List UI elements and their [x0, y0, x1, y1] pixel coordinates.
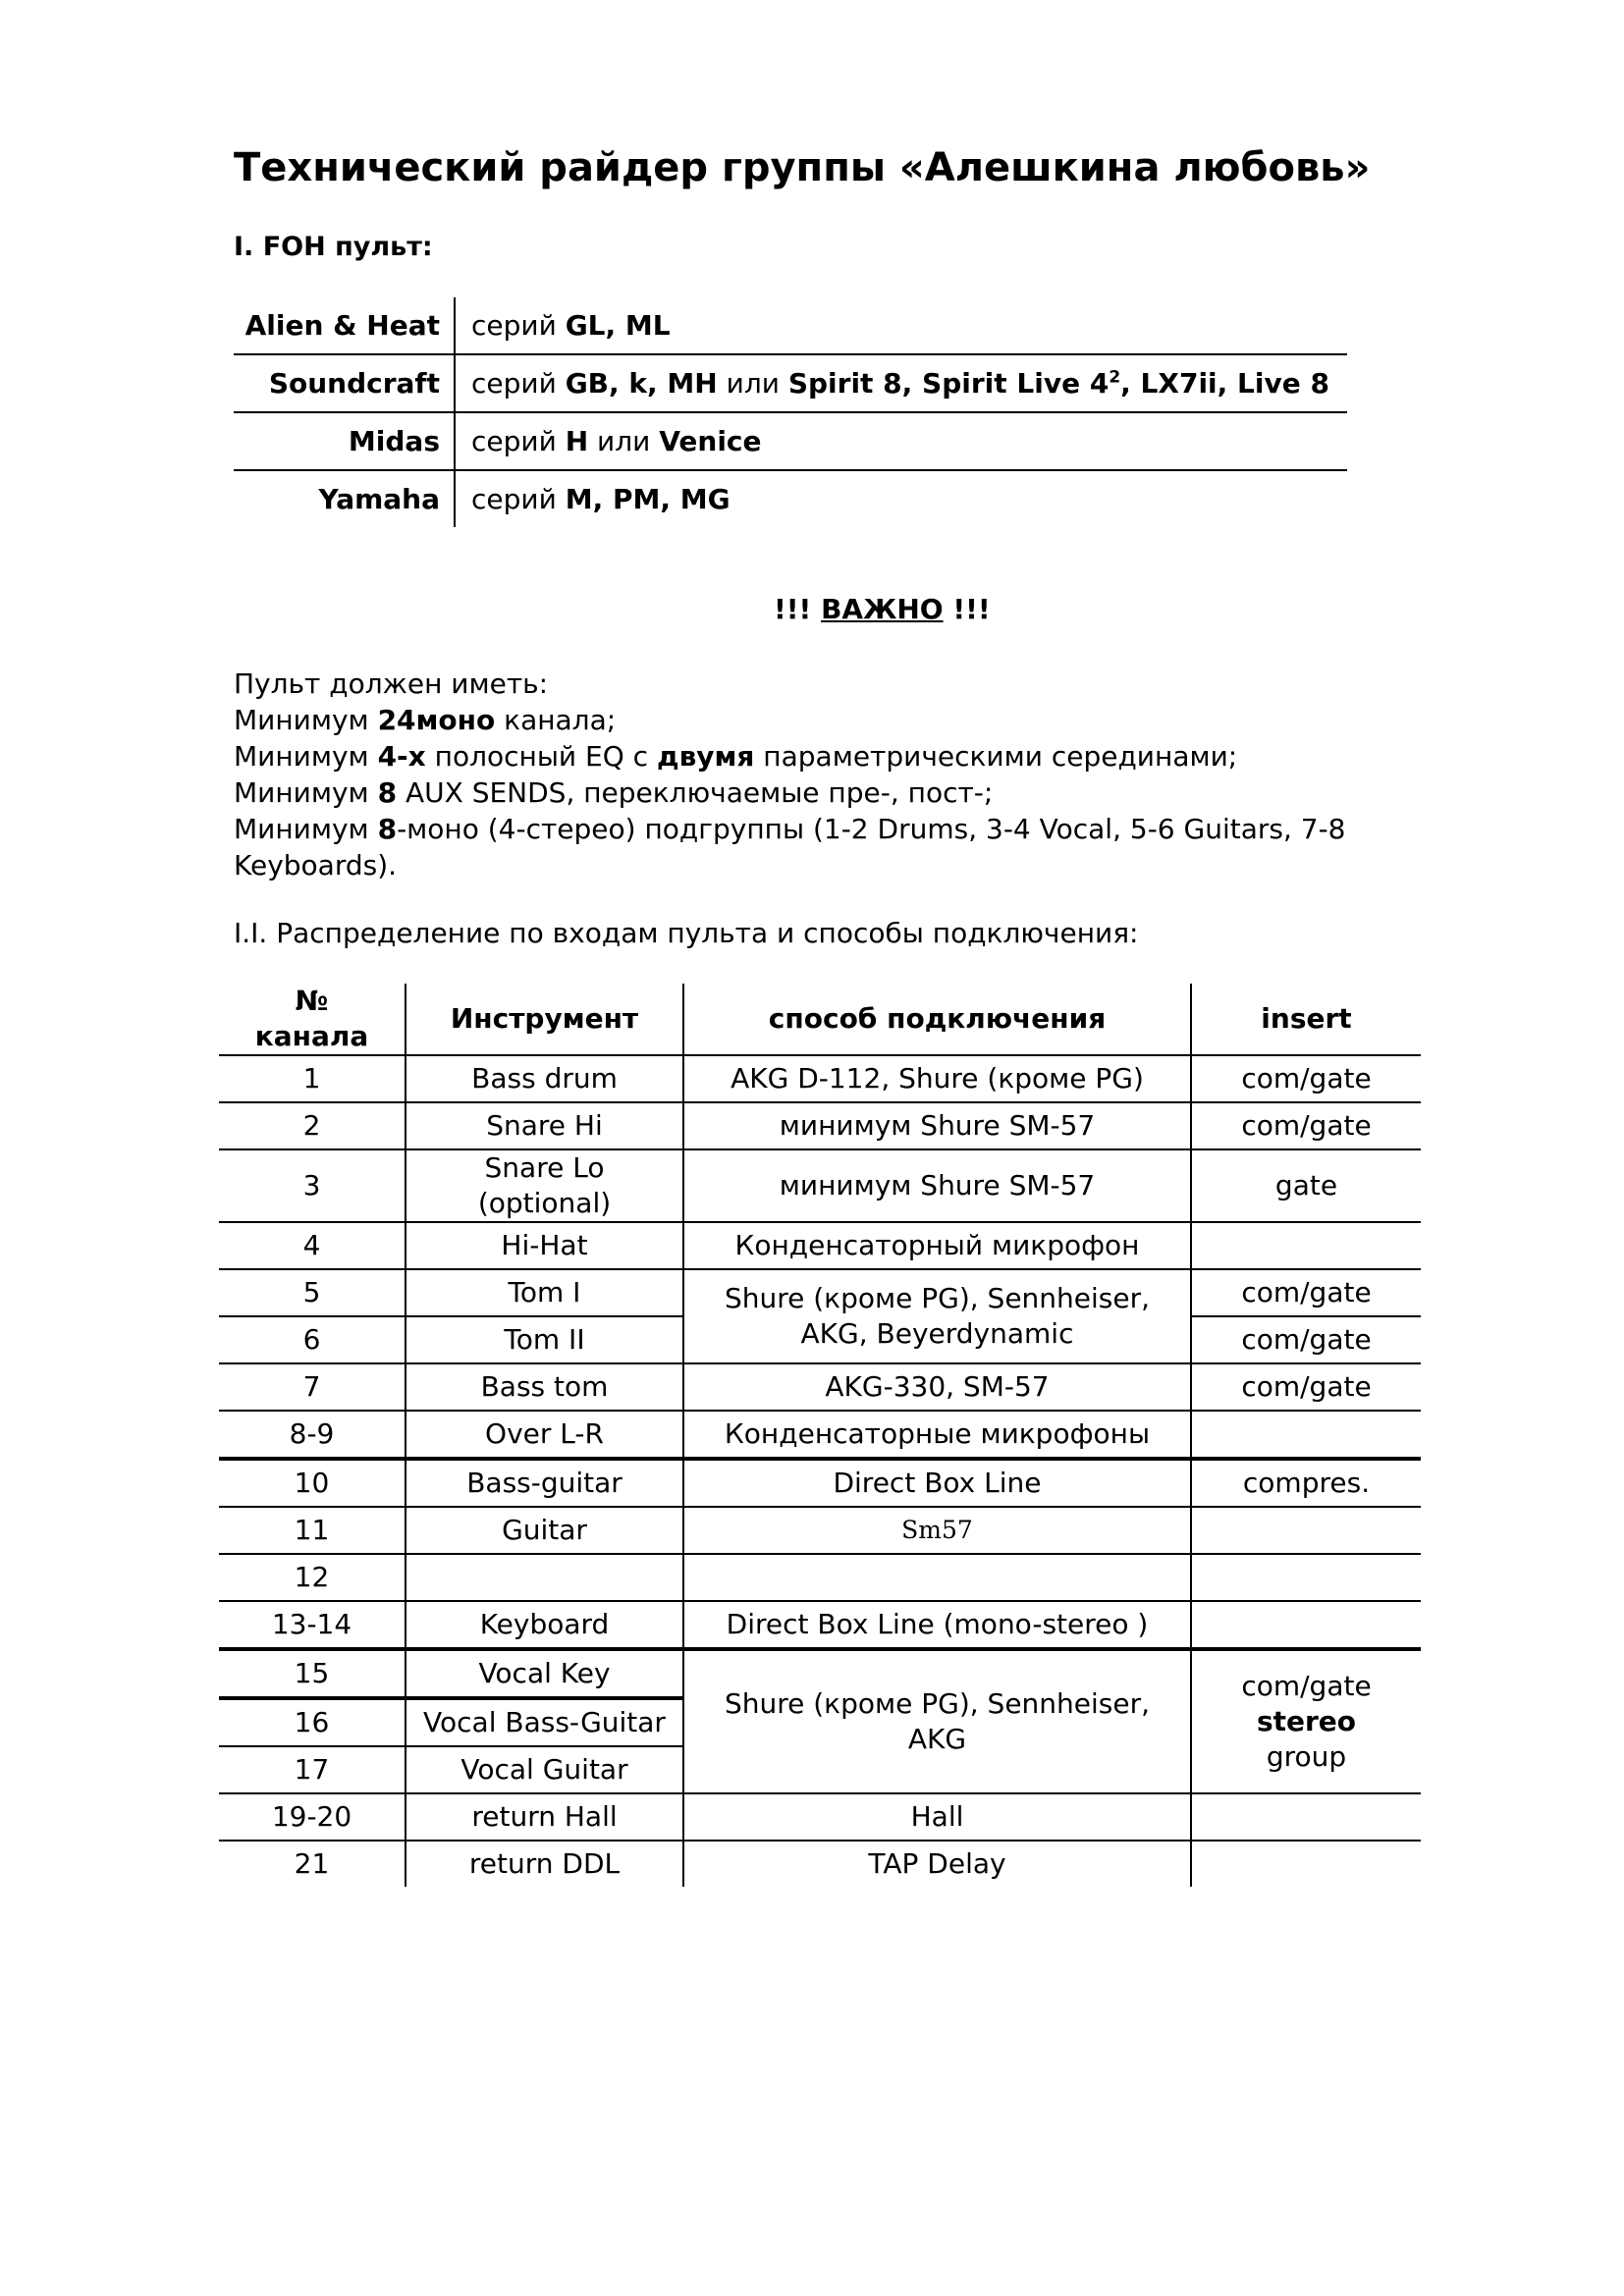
table-row [219, 1649, 1421, 1698]
foh-brand: Midas [234, 413, 456, 469]
channel-number: 5 [219, 1269, 406, 1316]
section-heading-foh: I. FOH пульт: [234, 232, 433, 262]
table-row [219, 1507, 1421, 1554]
channel-number: 19-20 [219, 1793, 406, 1841]
table-row [219, 1411, 1421, 1459]
foh-series: серий GL, ML [471, 309, 671, 342]
insert [1191, 1601, 1421, 1649]
table-row [219, 1554, 1421, 1601]
requirement-line: Минимум 24моно канала; [234, 704, 617, 736]
requirements-intro: Пульт должен иметь: [234, 667, 549, 700]
channel-number: 2 [219, 1102, 406, 1149]
table-row [219, 1269, 1421, 1316]
insert [1191, 1411, 1421, 1459]
instrument: Over L-R [406, 1411, 683, 1459]
page-title: Технический райдер группы «Алешкина любовь» [234, 145, 1371, 190]
channel-table [219, 984, 1421, 1887]
insert [1191, 1507, 1421, 1554]
connection: AKG-330, SM-57 [683, 1363, 1191, 1411]
instrument: Vocal Bass-Guitar [406, 1698, 683, 1746]
connection: Hall [683, 1793, 1191, 1841]
channel-number: 13-14 [219, 1601, 406, 1649]
instrument: Vocal Guitar [406, 1746, 683, 1793]
connection: Direct Box Line (mono-stereo ) [683, 1601, 1191, 1649]
foh-series: серий H или Venice [471, 425, 762, 457]
channel-number: 12 [219, 1554, 406, 1601]
instrument: Tom II [406, 1316, 683, 1363]
insert [1191, 1222, 1421, 1269]
foh-brand: Alien & Heat [234, 297, 456, 353]
insert: compres. [1191, 1459, 1421, 1507]
insert: com/gate [1191, 1363, 1421, 1411]
instrument: Vocal Key [406, 1649, 683, 1698]
requirement-line: Минимум 4-х полосный EQ с двумя параметрическими серединами; [234, 740, 1238, 773]
foh-brand: Soundcraft [234, 355, 456, 411]
insert: com/gate [1191, 1316, 1421, 1363]
channel-number: 3 [219, 1149, 406, 1222]
foh-row [234, 297, 1347, 355]
connection: минимум Shure SM-57 [683, 1149, 1191, 1222]
foh-console-table [234, 297, 1347, 527]
table-row [219, 1841, 1421, 1887]
important-notice: !!! ВАЖНО !!! [774, 593, 991, 625]
foh-row [234, 355, 1347, 413]
foh-brand: Yamaha [234, 471, 456, 527]
header-channel-number: № канала [254, 985, 369, 1052]
table-row [219, 1459, 1421, 1507]
instrument [406, 1554, 683, 1601]
instrument: Keyboard [406, 1601, 683, 1649]
table-header-row [219, 984, 1421, 1055]
instrument: Bass tom [406, 1363, 683, 1411]
table-row [219, 1793, 1421, 1841]
insert [1191, 1841, 1421, 1887]
instrument: return Hall [406, 1793, 683, 1841]
connection: Shure (кроме PG), Sennheiser, AKG, Beyerdynamic [683, 1269, 1191, 1363]
connection: Конденсаторные микрофоны [683, 1411, 1191, 1459]
insert: gate [1191, 1149, 1421, 1222]
connection [683, 1554, 1191, 1601]
instrument: return DDL [406, 1841, 683, 1887]
foh-row [234, 471, 1347, 527]
foh-series: серий M, PM, MG [471, 483, 731, 515]
insert [1191, 1554, 1421, 1601]
insert [1191, 1793, 1421, 1841]
distribution-heading: I.I. Распределение по входам пульта и способы подключения: [234, 917, 1139, 949]
table-row [219, 1601, 1421, 1649]
channel-number: 7 [219, 1363, 406, 1411]
channel-number: 17 [219, 1746, 406, 1793]
instrument: Hi-Hat [406, 1222, 683, 1269]
console-requirements [234, 666, 1412, 883]
instrument: Tom I [406, 1269, 683, 1316]
insert: com/gate [1191, 1055, 1421, 1102]
channel-number: 8-9 [219, 1411, 406, 1459]
instrument: Snare Hi [406, 1102, 683, 1149]
connection: Конденсаторный микрофон [683, 1222, 1191, 1269]
foh-series: серий GB, k, MH или Spirit 8, Spirit Live $4^2$, LX7ii, Live 8 [471, 367, 1329, 400]
instrument: Guitar [406, 1507, 683, 1554]
connection: Direct Box Line [683, 1459, 1191, 1507]
header-connection: способ подключения [683, 984, 1191, 1055]
channel-number: 4 [219, 1222, 406, 1269]
table-row [219, 1102, 1421, 1149]
insert: com/gate stereo group [1191, 1649, 1421, 1793]
connection: TAP Delay [683, 1841, 1191, 1887]
instrument: Bass drum [406, 1055, 683, 1102]
table-row [219, 1055, 1421, 1102]
channel-number: 21 [219, 1841, 406, 1887]
channel-number: 1 [219, 1055, 406, 1102]
channel-number: 15 [219, 1649, 406, 1698]
channel-number: 11 [219, 1507, 406, 1554]
channel-number: 6 [219, 1316, 406, 1363]
connection: AKG D-112, Shure (кроме PG) [683, 1055, 1191, 1102]
connection: Sm57 [683, 1507, 1191, 1554]
insert: com/gate [1191, 1269, 1421, 1316]
header-insert: insert [1191, 984, 1421, 1055]
insert: com/gate [1191, 1102, 1421, 1149]
connection: минимум Shure SM-57 [683, 1102, 1191, 1149]
table-row [219, 1222, 1421, 1269]
channel-number: 10 [219, 1459, 406, 1507]
table-row [219, 1363, 1421, 1411]
channel-number: 16 [219, 1698, 406, 1746]
instrument: Snare Lo (optional) [406, 1149, 683, 1222]
requirement-line: Минимум 8 AUX SENDS, переключаемые пре-, пост-; [234, 776, 994, 809]
connection: Shure (кроме PG), Sennheiser, AKG [683, 1649, 1191, 1793]
header-instrument: Инструмент [406, 984, 683, 1055]
requirement-line: Минимум 8-моно (4-стерео) подгруппы (1-2 Drums, 3-4 Vocal, 5-6 Guitars, 7-8 Keyboards). [234, 813, 1346, 881]
table-row [219, 1149, 1421, 1222]
foh-row [234, 413, 1347, 471]
instrument: Bass-guitar [406, 1459, 683, 1507]
